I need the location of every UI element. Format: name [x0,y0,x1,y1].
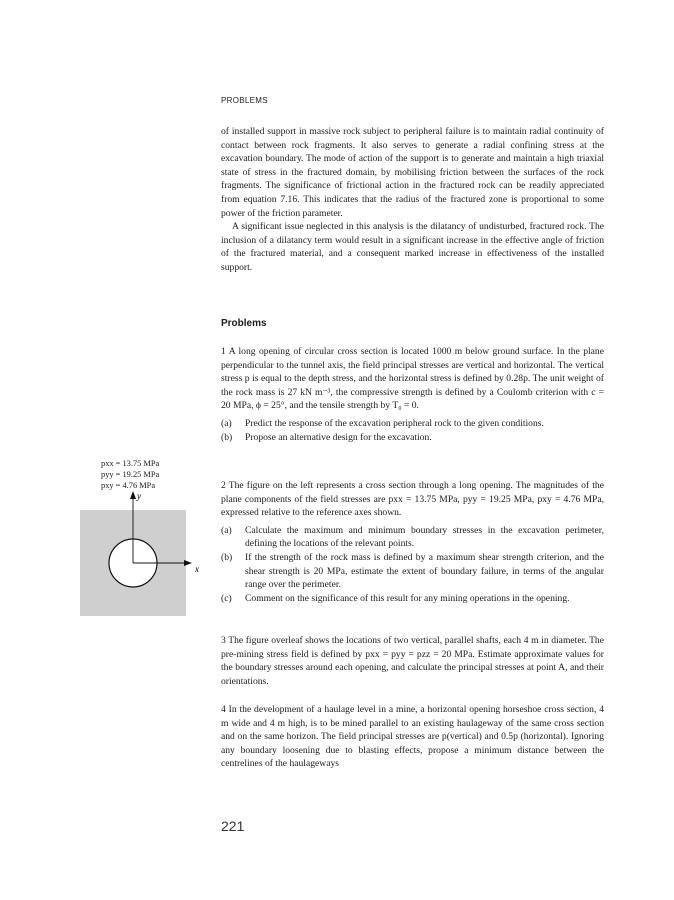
list-item: (b) Propose an alternative design for the excavation. [221,431,432,443]
opening-figure [78,485,218,625]
intro-paragraph-1: of installed support in massive rock subject to peripheral failure is to maintain radial continuity of contact between rock fragments. It also serves to generate a radial confining stress at the excavation boundary. The mode of action of the support is to generate and maintain a high triaxial state of stress in the fractured domain, by mobilising friction between the surfaces of the rock fragments. The significance of frictional action in the fractured rock can be readily appreciated from equation 7.16. This indicates that the radius of the fractured zone is proportional to some power of the friction parameter. [221,126,604,219]
problem-4-text: 4 In the development of a haulage level in a mine, a horizontal opening horseshoe cross section, 4 m wide and 4 m high, is to be mined parallel to an existing haulageway of the same cross section and on the same horizon. The field principal stresses are p(vertical) and 0.5p (horizontal). Ignoring any boundary loosening due to blasting effects, propose a minimum distance between the centrelines of the haulageways [221,704,604,770]
y-axis-arrow-icon [130,491,136,499]
problems-heading: Problems [221,318,267,329]
x-axis-arrow-icon [184,560,192,566]
stress-label-pyy: pyy = 19.25 MPa [101,470,160,479]
list-item: (a) Calculate the maximum and minimum boundary stresses in the excavation perimeter, defining the locations of the relevant points. [221,524,604,550]
problem-4 [221,703,604,771]
intro-paragraph-2: A significant issue neglected in this analysis is the dilatancy of undisturbed, fractured rock. The inclusion of a dilatancy term would result in a significant increase in the effective angle of friction of the fractured material, and a consequent marked increase in effectiveness of the installed support. [221,221,604,273]
running-header: PROBLEMS [221,96,268,105]
y-axis-label: y [137,491,141,501]
problem-1-items [221,417,604,444]
problem-3 [221,634,604,688]
problem-2-items [221,524,604,606]
problem-2 [221,479,604,605]
problem-1-text: 1 A long opening of circular cross section is located 1000 m below ground surface. In the plane perpendicular to the tunnel axis, the field principal stresses are vertical and horizontal. The vertical stress p is equal to the depth stress, and the horizontal stress is defined by 0.28p. The unit weight of the rock mass is 27 kN m⁻³, the compressive strength is defined by a Coulomb criterion with c = 20 MPa, ϕ = 25°, and the tensile strength by T₀ = 0. [221,346,604,412]
list-item: (a) Predict the response of the excavation peripheral rock to the given conditions. [221,417,544,429]
problem-1 [221,345,604,444]
intro-text [221,125,604,275]
problem-3-text: 3 The figure overleaf shows the locations of two vertical, parallel shafts, each 4 m in diameter. The pre-mining stress field is defined by pxx = pyy = pzz = 20 MPa. Estimate approximate values for the boundary stresses around each opening, and calculate the principal stresses at point A, and their orientations. [221,635,604,687]
problem-2-text: 2 The figure on the left represents a cross section through a long opening. The magnitudes of the plane components of the field stresses are pxx = 13.75 MPa, pyy = 19.25 MPa, pxy = 4.76 MPa, expressed relative to the reference axes shown. [221,480,604,519]
stress-label-pxy: pxy = 4.76 MPa [101,481,156,490]
list-item: (c) Comment on the significance of this result for any mining operations in the opening. [221,592,570,604]
page-number: 221 [221,818,245,834]
list-item: (b) If the strength of the rock mass is defined by a maximum shear strength criterion, and the shear strength is 20 MPa, estimate the extent of boundary failure, in terms of the angular range over the perimeter. [221,551,604,591]
stress-label-pxx: pxx = 13.75 MPa [101,459,160,468]
x-axis-label: x [195,564,199,574]
